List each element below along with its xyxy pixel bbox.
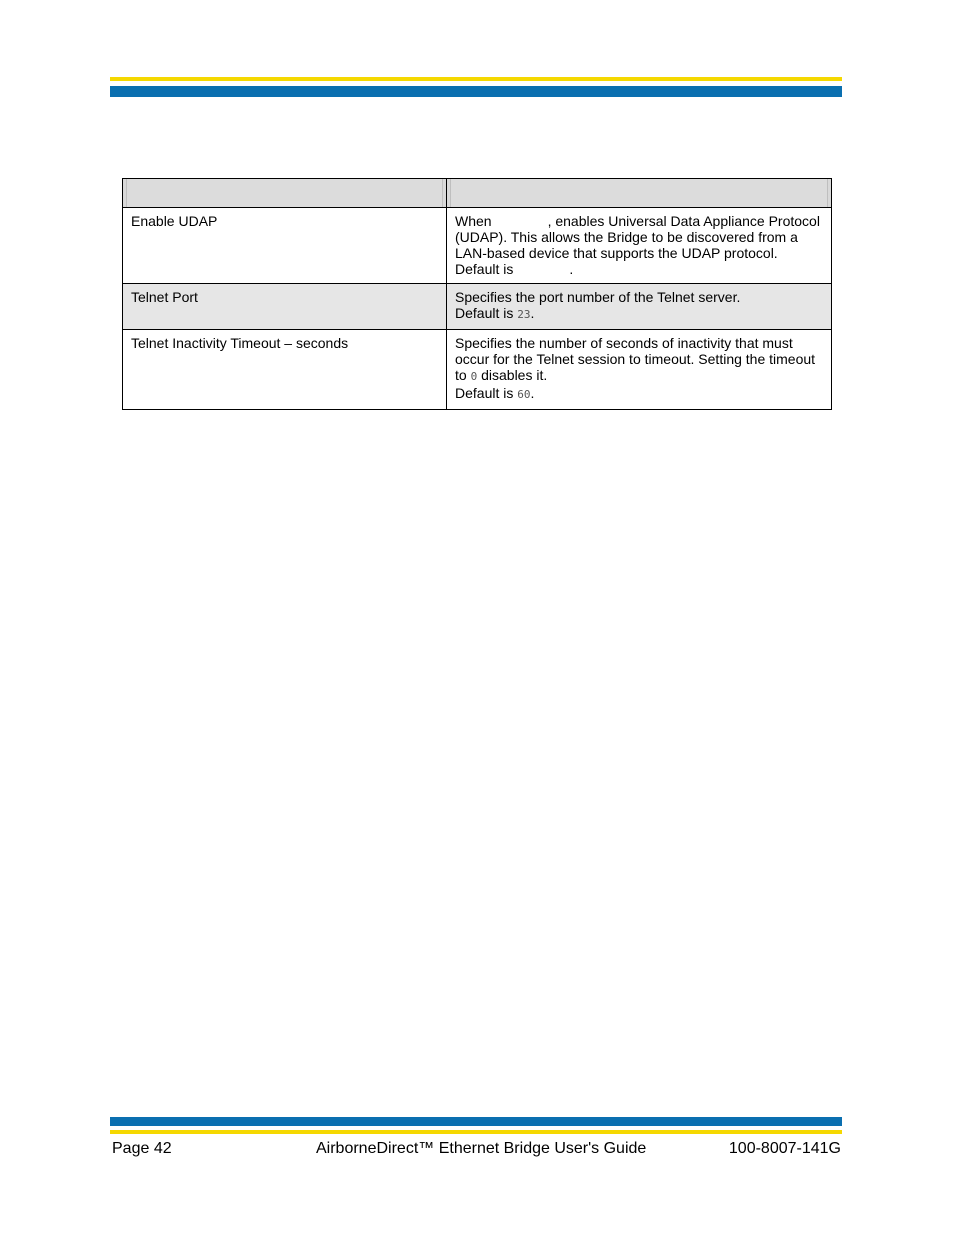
description-text: When: [455, 213, 492, 229]
table-header-row: [123, 179, 832, 208]
description-text: .: [530, 305, 535, 321]
default-label: Default is: [455, 305, 514, 321]
parameter-name: Telnet Port: [123, 284, 447, 330]
document-number: 100-8007-141G: [728, 1140, 841, 1157]
parameter-description: [447, 330, 832, 410]
description-text: , enables Universal Data Appliance Protocol (UDAP). This allows the Bridge to be discovered from a LAN-based device that supports the UDAP protocol.: [455, 213, 820, 261]
parameter-description: [447, 284, 832, 330]
header-cell-description: [447, 179, 832, 208]
header-blue-rule: [110, 86, 842, 97]
default-value: 23: [517, 308, 531, 321]
description-text: .: [569, 261, 574, 277]
parameter-description: [447, 208, 832, 284]
default-label: Default is: [455, 261, 514, 277]
footer-yellow-rule: [110, 1130, 842, 1134]
description-text: .: [530, 385, 535, 401]
table-row: [123, 284, 832, 330]
parameter-name: Enable UDAP: [123, 208, 447, 284]
timeout-value: 0: [470, 370, 478, 383]
header-cell-parameter: [123, 179, 447, 208]
table-row: [123, 330, 832, 410]
table-row: [123, 208, 832, 284]
footer-blue-rule: [110, 1117, 842, 1126]
description-text: Specifies the number of seconds of inactivity that must occur for the Telnet session to timeout. Setting the timeout to: [455, 335, 816, 383]
description-text: Specifies the port number of the Telnet server.: [455, 289, 741, 305]
parameter-name: Telnet Inactivity Timeout – seconds: [123, 330, 447, 410]
default-value: 60: [517, 388, 531, 401]
description-text: disables it.: [481, 367, 548, 383]
header-yellow-rule: [110, 77, 842, 81]
document-title: AirborneDirect™ Ethernet Bridge User's Guide: [316, 1140, 647, 1157]
page-number: Page 42: [112, 1140, 172, 1157]
default-label: Default is: [455, 385, 514, 401]
parameters-table: [122, 178, 832, 410]
